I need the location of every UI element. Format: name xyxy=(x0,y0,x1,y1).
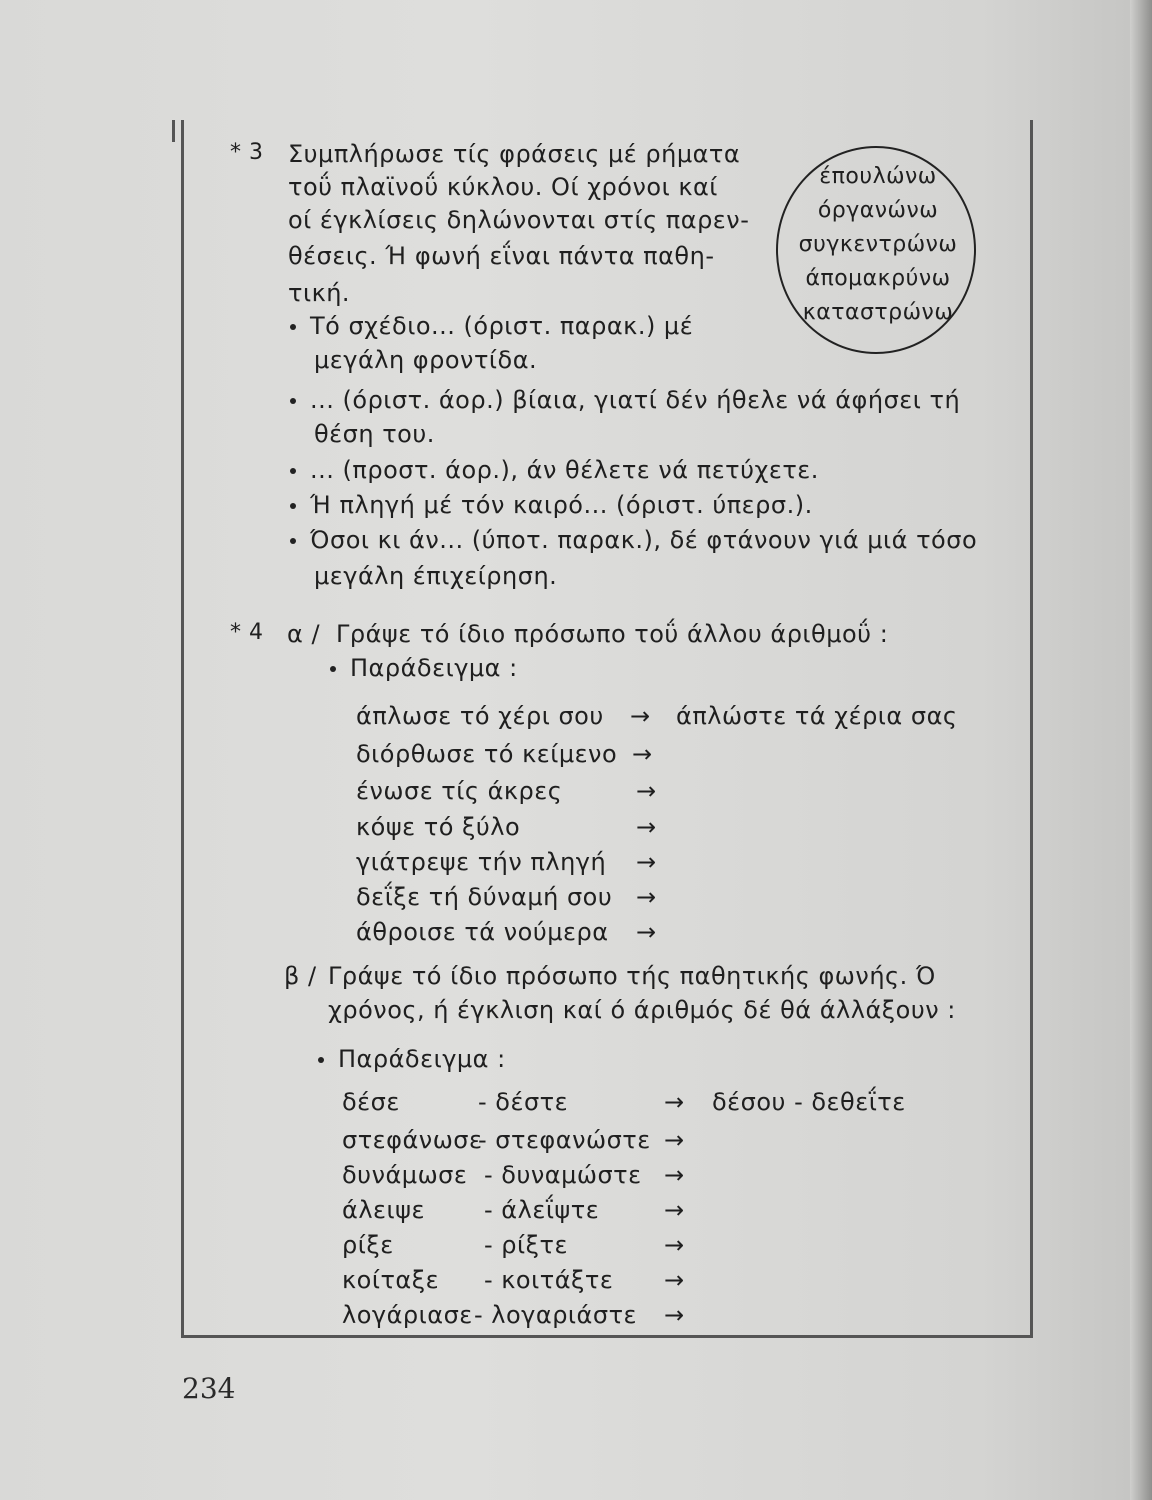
exercise-3-item: ... (προστ. άορ.), άν θέλετε νά πετύχετε. xyxy=(290,456,819,484)
word-bank-item: άπομακρύνω xyxy=(805,266,951,291)
exercise-3-item-continuation: θέση του. xyxy=(314,420,435,448)
arrow: → xyxy=(636,918,657,946)
exercise-4b-singular: λογάριασε xyxy=(342,1301,473,1329)
bullet xyxy=(330,666,336,672)
exercise-4a-left: κόψε τό ξύλο xyxy=(356,813,521,841)
bullet xyxy=(290,324,296,330)
word-bank-item: συγκεντρώνω xyxy=(798,232,958,257)
exercise-3-intro-line: Συμπλήρωσε τίς φράσεις μέ ρήματα xyxy=(288,140,741,168)
exercise-4a-left: γιάτρεψε τήν πληγή xyxy=(356,848,607,876)
bullet xyxy=(290,468,296,474)
exercise-4b-singular: κοίταξε xyxy=(342,1266,440,1294)
exercise-4b-plural: - άλεΐψτε xyxy=(484,1196,600,1224)
bullet xyxy=(290,503,296,509)
exercise-3-intro-line: οί έγκλίσεις δηλώνονται στίς παρεν- xyxy=(288,206,750,234)
exercise-4b-instruction-line: Γράψε τό ίδιο πρόσωπο τής παθητικής φωνής. Ό xyxy=(328,962,936,990)
arrow: → xyxy=(664,1266,685,1294)
exercise-4b-singular: δυνάμωσε xyxy=(342,1161,468,1189)
frame-corner-mark xyxy=(172,120,175,142)
exercise-4a-left: ένωσε τίς άκρες xyxy=(356,777,563,805)
exercise-4b-plural: - στεφανώστε xyxy=(478,1126,651,1154)
word-bank-circle xyxy=(776,146,976,354)
exercise-4b-singular: άλειψε xyxy=(342,1196,425,1224)
exercise-4a-label: α / xyxy=(287,620,321,648)
exercise-3-item-continuation: μεγάλη φροντίδα. xyxy=(314,346,538,374)
exercise-3-item-continuation: μεγάλη έπιχείρηση. xyxy=(314,562,558,590)
arrow: → xyxy=(632,740,653,768)
exercise-4b-label: β / xyxy=(284,962,317,990)
arrow: → xyxy=(664,1231,685,1259)
exercise-3-marker: * 3 xyxy=(230,140,264,165)
exercise-4b-instruction-line: χρόνος, ή έγκλιση καί ό άριθμός δέ θά άλλάξουν : xyxy=(328,996,956,1024)
word-bank-item: καταστρώνω xyxy=(802,300,954,325)
example-label: Παράδειγμα : xyxy=(330,654,518,682)
bullet xyxy=(318,1057,324,1063)
arrow: → xyxy=(636,777,657,805)
exercise-4b-plural: - δέστε xyxy=(478,1088,569,1116)
exercise-4a-left: διόρθωσε τό κείμενο xyxy=(356,740,618,768)
exercise-4a-right: άπλώστε τά χέρια σας xyxy=(676,702,958,730)
page-edge xyxy=(1130,0,1152,1500)
arrow: → xyxy=(636,813,657,841)
exercise-3-intro-line: θέσεις. Ή φωνή εΐναι πάντα παθη- xyxy=(288,242,715,270)
bullet xyxy=(290,398,296,404)
arrow: → xyxy=(630,702,651,730)
example-label: Παράδειγμα : xyxy=(318,1045,506,1073)
exercise-4-marker: * 4 xyxy=(230,620,264,645)
exercise-4b-plural: - κοιτάξτε xyxy=(484,1266,614,1294)
arrow: → xyxy=(636,848,657,876)
exercise-4b-plural: - ρίξτε xyxy=(484,1231,568,1259)
arrow: → xyxy=(664,1088,685,1116)
exercise-4b-singular: στεφάνωσε xyxy=(342,1126,483,1154)
exercise-3-item: Τό σχέδιο... (όριστ. παρακ.) μέ xyxy=(290,312,693,340)
exercise-4a-instruction: Γράψε τό ίδιο πρόσωπο τοΰ άλλου άριθμοΰ : xyxy=(336,620,889,648)
bullet xyxy=(290,538,296,544)
exercise-3-intro-line: τοΰ πλαϊνοΰ κύκλου. Οί χρόνοι καί xyxy=(288,173,718,201)
exercise-4b-singular: δέσε xyxy=(342,1088,400,1116)
exercise-4b-singular: ρίξε xyxy=(342,1231,394,1259)
exercise-4b-plural: - λογαριάστε xyxy=(474,1301,638,1329)
arrow: → xyxy=(664,1161,685,1189)
exercise-4a-left: άθροισε τά νούμερα xyxy=(356,918,609,946)
exercise-4a-left: δεΐξε τή δύναμή σου xyxy=(356,883,613,911)
arrow: → xyxy=(664,1196,685,1224)
exercise-3-item: ... (όριστ. άορ.) βίαια, γιατί δέν ήθελε νά άφήσει τή xyxy=(290,386,960,414)
exercise-3-item: Όσοι κι άν... (ύποτ. παρακ.), δέ φτάνουν γιά μιά τόσο xyxy=(290,526,977,554)
page-number: 234 xyxy=(182,1372,236,1405)
arrow: → xyxy=(636,883,657,911)
word-bank-item: όργανώνω xyxy=(817,198,939,223)
exercise-4b-result: δέσου - δεθεΐτε xyxy=(712,1088,906,1116)
exercise-4b-plural: - δυναμώστε xyxy=(484,1161,642,1189)
exercise-3-item: Ή πληγή μέ τόν καιρό... (όριστ. ύπερσ.). xyxy=(290,491,813,519)
word-bank-item: έπουλώνω xyxy=(819,164,937,189)
exercise-3-intro-line: τική. xyxy=(288,279,351,307)
arrow: → xyxy=(664,1301,685,1329)
exercise-4a-left: άπλωσε τό χέρι σου xyxy=(356,702,604,730)
arrow: → xyxy=(664,1126,685,1154)
